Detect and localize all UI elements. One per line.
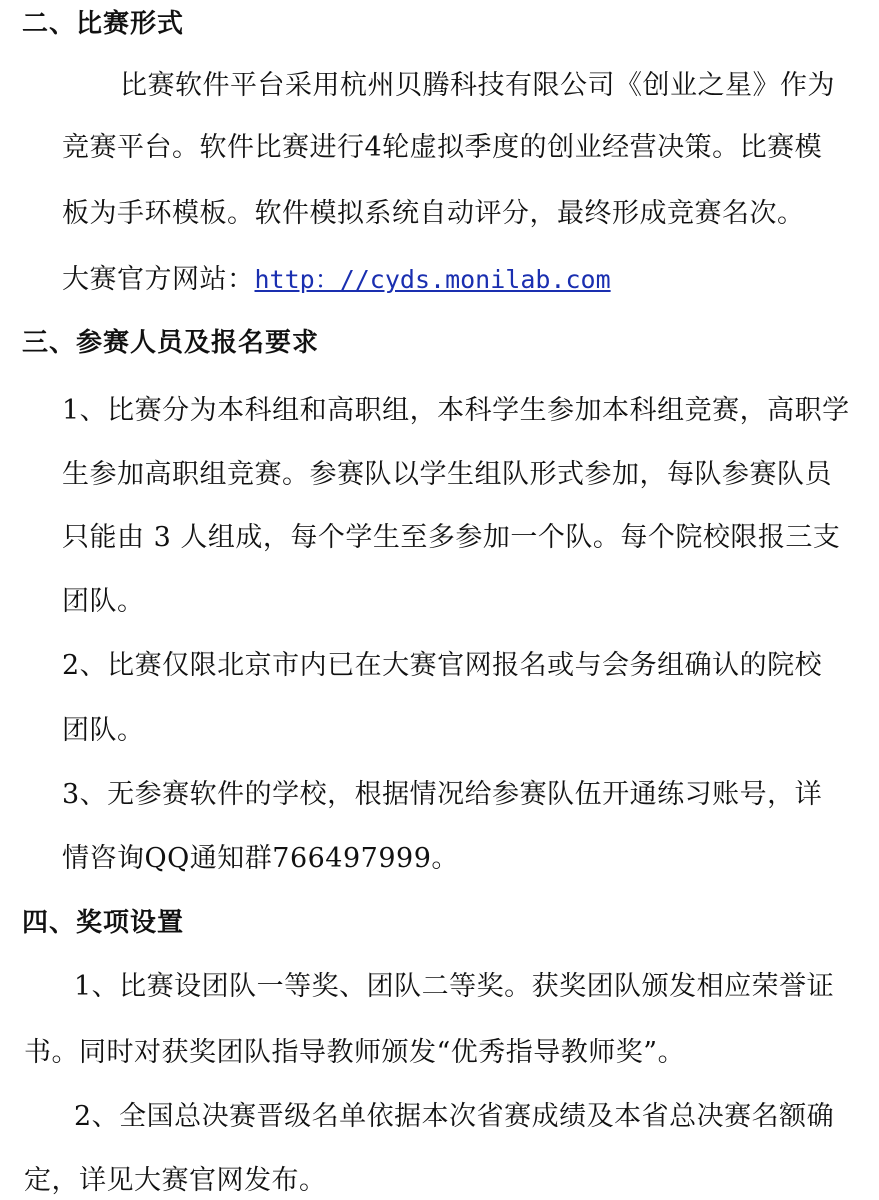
list-item-line: 1、比赛设团队一等奖、团队二等奖。获奖团队颁发相应荣誉证 [74, 971, 835, 1002]
list-item-line: 2、比赛仅限北京市内已在大赛官网报名或与会务组确认的院校 [62, 650, 823, 681]
list-item-line: 3、无参赛软件的学校，根据情况给参赛队伍开通练习账号，详 [62, 779, 823, 810]
list-item-line: 情咨询QQ通知群766497999。 [62, 843, 459, 874]
website-label: 大赛官方网站： [62, 264, 255, 295]
website-line [62, 262, 611, 298]
list-item-line: 书。同时对获奖团队指导教师颁发“优秀指导教师奖”。 [24, 1037, 686, 1068]
paragraph-line: 竞赛平台。软件比赛进行4轮虚拟季度的创业经营决策。比赛模 [62, 132, 823, 163]
list-item-line: 只能由 3 人组成，每个学生至多参加一个队。每个院校限报三支 [62, 522, 841, 553]
list-item-line: 团队。 [62, 715, 145, 746]
section-heading-format: 二、比赛形式 [22, 9, 185, 39]
paragraph-line: 板为手环模板。软件模拟系统自动评分，最终形成竞赛名次。 [62, 198, 805, 229]
section-heading-participants: 三、参赛人员及报名要求 [22, 328, 320, 358]
website-link[interactable]: http：//cyds.monilab.com [254, 265, 611, 294]
paragraph-line: 比赛软件平台采用杭州贝腾科技有限公司《创业之星》作为 [120, 70, 835, 101]
section-heading-awards: 四、奖项设置 [22, 908, 185, 938]
list-item-line: 团队。 [62, 586, 145, 617]
list-item-line: 1、比赛分为本科组和高职组，本科学生参加本科组竞赛，高职学 [62, 395, 850, 426]
list-item-line: 定，详见大赛官网发布。 [24, 1165, 327, 1196]
list-item-line: 2、全国总决赛晋级名单依据本次省赛成绩及本省总决赛名额确 [74, 1101, 835, 1132]
list-item-line: 生参加高职组竞赛。参赛队以学生组队形式参加，每队参赛队员 [62, 459, 832, 490]
